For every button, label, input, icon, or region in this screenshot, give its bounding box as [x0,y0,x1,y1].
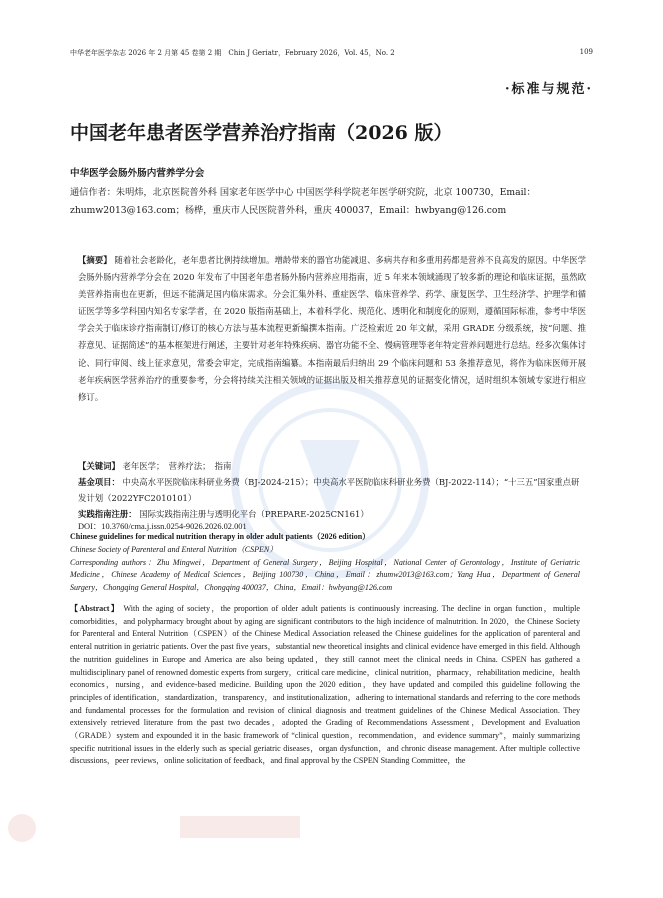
watermark-seal [230,380,430,580]
journal-citation: 中华老年医学杂志 2026 年 2 月第 45 卷第 2 期 Chin J Geriatr，February 2026，Vol. 45，No. 2 [70,49,395,57]
author-organization: 中华医学会肠外肠内营养学分会 [70,168,205,179]
abstract-label: 【摘要】 [78,255,112,265]
english-corresponding-authors: Corresponding authors：Zhu Mingwei，Department of General Surgery，Beijing Hospital，National Center of Gerontology，Institute of Geriatric Medicine，Chinese Academy of Medical Sciences，Beijing 100730，China，Email：zhumw2013@163.com；Yang Hua，Department of General Surgery，Chongqing General Hospital，Chongqing 400037，China，Email：hwbyang@126.com [70,558,580,592]
running-header [70,48,593,58]
corresponding-authors: 通信作者：朱明炜，北京医院普外科 国家老年医学中心 中国医学科学院老年医学研究院，北京 100730，Email：zhumw2013@163.com；杨桦，重庆市人民医院普外科，重庆 400037，Email：hwbyang@126.com [70,187,536,216]
abstract-text: 随着社会老龄化，老年患者比例持续增加。增龄带来的器官功能减退、多病共存和多重用药都是营养不良高发的原因。中华医学会肠外肠内营养学分会在 2020 年发布了中国老年患者肠外肠内营养应用指南，近 5 年来本领域涌现了较多新的理论和临床证据，虽然欧美营养指南也在更新，但远不能满足国内临床需求。分会汇集外科、重症医学、临床营养学、药学、康复医学、卫生经济学、护理学和循证医学等多学科国内知名专家学者，在 2020 版指南基础上，本着科学化、规范化、透明化和制度化的原则，遵循国际标准，参考中华医学会关于临床诊疗指南制订/修订的核心方法与基本流程更新编撰本指南。广泛检索近 20 年文献，采用 GRADE 分级系统，按“问题、推荐意见、证据简述”的基本框架进行阐述，主要针对老年特殊疾病、器官功能不全、慢病管理等老年特定营养问题进行总结。经多次集体讨论、同行审阅、线上征求意见，常委会审定，完成指南编纂。本指南最后归纳出 29 个临床问题和 53 条推荐意见，将作为临床医师开展老年疾病医学营养治疗的重要参考，分会将持续关注相关领域的证据出版及相关推荐意见的证据变化情况，适时组织本领域专家进行相应修订。 [78,255,587,402]
funding-text: 中央高水平医院临床科研业务费（BJ-2024-215）；中央高水平医院临床科研业务费（BJ-2022-114）；“十三五”国家重点研发计划（2022YFC2010101） [78,477,580,503]
doi: DOI：10.3760/cma.j.issn.0254-9026.2026.02.001 [78,522,247,531]
registration-text: 国际实践指南注册与透明化平台（PREPARE-2025CN161） [139,509,369,519]
watermark-footer [0,798,663,858]
english-title: Chinese guidelines for medical nutrition therapy in older adult patients（2026 edition） [70,532,371,541]
english-abstract [70,603,580,768]
english-abstract-text: With the aging of society，the proportion of older adult patients is continuously increasing. The decline in organ function，multiple comorbidities，and polypharmacy brought about by aging are significant contributors to the high incidence of malnutrition. In 2020，the Chinese Society for Parenteral and Enteral Nutrition（CSPEN）of the Chinese Medical Association released the Chinese guidelines for the application of parenteral and enteral nutrition in geriatric patients. Over the past five years，substantial new theoretical insights and clinical evidence have emerged in this field. Although the nutrition guidelines in Europe and America are also being updated，they still cannot meet the clinical needs in China. CSPEN has gathered a multidisciplinary panel of renowned domestic experts from surgery，critical care medicine，clinical nutrition，pharmacy，rehabilitation medicine，health economics，nursing，and evidence-based medicine. Building upon the 2020 edition，they have updated and compiled this guideline following the principles of identification，standardization，transparency，and institutionalization，adhering to international standards and referring to the core methods and fundamental processes for the formulation and revision of clinical diagnosis and treatment guidelines of the Chinese Medical Association. They extensively retrieved literature from the past two decades，adopted the Grading of Recommendations Assessment，Development and Evaluation（GRADE）system and expounded it in the basic framework of “clinical question，recommendation，and evidence summary”，mainly summarizing specific nutritional issues in the elderly such as special geriatric diseases，organ dysfunction，and chronic disease management. After multiple collective discussions，peer reviews，online solicitation of feedback，and final approval by the CSPEN Standing Committee，the [70,604,580,766]
section-tag: ·标准与规范· [504,82,593,97]
english-abstract-label: 【Abstract】 [70,604,121,613]
article-title: 中国老年患者医学营养治疗指南（2026 版） [70,122,453,144]
english-society: Chinese Society of Parenteral and Enteral Nutrition（CSPEN） [70,545,278,554]
keywords-text: 老年医学； 营养疗法； 指南 [122,461,232,471]
page-number: 109 [579,48,593,56]
registration-label: 实践指南注册： [78,509,137,519]
keywords-label: 【关键词】 [78,461,120,471]
funding-label: 基金项目： [78,477,120,487]
